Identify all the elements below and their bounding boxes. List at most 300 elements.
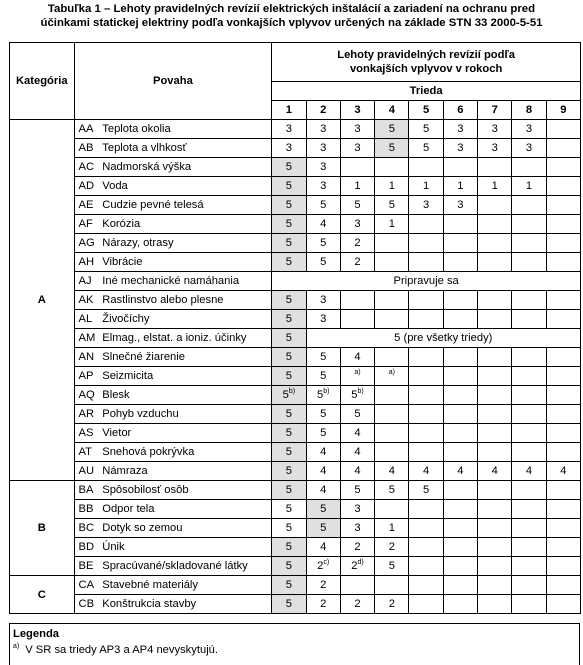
interval-value: 4	[320, 446, 327, 458]
interval-cell	[478, 500, 512, 519]
influence-code: BB	[74, 500, 98, 519]
table-row	[10, 462, 581, 481]
header-trieda: Trieda	[272, 82, 581, 101]
interval-value: 5	[285, 484, 293, 496]
interval-cell	[478, 139, 512, 158]
interval-value: 5	[320, 408, 327, 420]
interval-value: 4	[525, 465, 533, 477]
interval-cell	[478, 158, 512, 177]
influence-name: Voda	[98, 177, 272, 196]
interval-cell	[375, 595, 409, 614]
interval-cell	[272, 386, 306, 405]
interval-cell	[443, 234, 477, 253]
table-row	[10, 310, 581, 329]
table-row	[10, 215, 581, 234]
interval-value: 4	[320, 465, 327, 477]
interval-cell	[443, 538, 477, 557]
interval-value: 2	[320, 598, 327, 610]
interval-cell	[340, 405, 374, 424]
interval-cell	[478, 443, 512, 462]
interval-cell	[546, 348, 580, 367]
table-row	[10, 538, 581, 557]
interval-cell	[512, 595, 546, 614]
footnote-mark: b)	[357, 388, 364, 395]
influence-code: AF	[74, 215, 98, 234]
influence-name: Cudzie pevné telesá	[98, 196, 272, 215]
interval-cell	[443, 367, 477, 386]
interval-value: 5	[285, 294, 293, 306]
interval-cell	[409, 576, 443, 595]
influence-name: Korózia	[98, 215, 272, 234]
interval-cell	[478, 177, 512, 196]
table-row	[10, 177, 581, 196]
interval-cell	[306, 462, 340, 481]
category-a: A	[10, 120, 75, 481]
interval-value: 1	[491, 180, 498, 192]
interval-cell	[409, 234, 443, 253]
influence-code: AH	[74, 253, 98, 272]
header-lehoty	[272, 43, 581, 82]
interval-cell	[306, 348, 340, 367]
class-header-7: 7	[478, 101, 512, 120]
influence-name: Nadmorská výška	[98, 158, 272, 177]
interval-cell	[478, 595, 512, 614]
interval-cell	[375, 158, 409, 177]
class-header-2: 2	[306, 101, 340, 120]
interval-cell	[546, 196, 580, 215]
influence-code: BA	[74, 481, 98, 500]
interval-cell	[512, 405, 546, 424]
interval-value: 5	[422, 142, 430, 154]
interval-cell	[306, 215, 340, 234]
influence-name: Nárazy, otrasy	[98, 234, 272, 253]
interval-cell	[443, 500, 477, 519]
interval-value: 5	[422, 484, 430, 496]
legend-mark: a)	[13, 643, 20, 650]
interval-value: 5	[285, 503, 293, 515]
table-row	[10, 519, 581, 538]
legend-item	[10, 643, 579, 657]
influence-code: AR	[74, 405, 98, 424]
interval-cell	[512, 462, 546, 481]
influence-name: Teplota a vlhkosť	[98, 139, 272, 158]
interval-cell	[340, 595, 374, 614]
interval-value: 3	[354, 218, 361, 230]
interval-cell	[443, 443, 477, 462]
interval-cell	[340, 538, 374, 557]
interval-value: 5	[285, 237, 293, 249]
interval-value: 5	[285, 351, 293, 363]
interval-cell	[375, 576, 409, 595]
interval-cell	[375, 538, 409, 557]
influence-name: Spracúvané/skladované látky	[98, 557, 272, 576]
influence-name: Snehová pokrývka	[98, 443, 272, 462]
interval-cell	[478, 538, 512, 557]
interval-cell	[306, 367, 340, 386]
interval-value: 3	[457, 199, 464, 211]
interval-cell	[478, 367, 512, 386]
interval-cell	[340, 253, 374, 272]
interval-value: 1	[457, 180, 464, 192]
interval-cell	[478, 253, 512, 272]
interval-cell	[375, 519, 409, 538]
influence-name: Stavebné materiály	[98, 576, 272, 595]
interval-value: 3	[285, 142, 293, 154]
interval-value: 3	[491, 123, 498, 135]
interval-cell	[306, 519, 340, 538]
interval-cell	[272, 557, 306, 576]
interval-value: 4	[560, 465, 567, 477]
interval-value: 3	[354, 522, 361, 534]
table-row	[10, 367, 581, 386]
interval-value: 4	[320, 218, 327, 230]
interval-cell	[512, 120, 546, 139]
influence-name: Vibrácie	[98, 253, 272, 272]
header-lehoty-line-2: vonkajších vplyvov v rokoch	[349, 63, 503, 75]
interval-cell	[546, 462, 580, 481]
interval-cell	[375, 291, 409, 310]
interval-cell	[512, 158, 546, 177]
interval-cell	[546, 386, 580, 405]
interval-cell	[512, 443, 546, 462]
interval-cell	[478, 576, 512, 595]
interval-cell	[546, 253, 580, 272]
interval-cell	[409, 443, 443, 462]
interval-cell	[272, 196, 306, 215]
interval-cell	[546, 310, 580, 329]
interval-cell	[478, 386, 512, 405]
influence-code: AA	[74, 120, 98, 139]
interval-cell	[306, 139, 340, 158]
interval-cell	[443, 424, 477, 443]
interval-cell	[443, 196, 477, 215]
interval-cell	[340, 291, 374, 310]
influence-code: AG	[74, 234, 98, 253]
interval-cell	[272, 234, 306, 253]
influence-code: AJ	[74, 272, 98, 291]
category-c: C	[10, 576, 75, 614]
influence-code: CA	[74, 576, 98, 595]
interval-cell	[306, 443, 340, 462]
interval-value: 1	[388, 218, 395, 230]
interval-cell	[409, 158, 443, 177]
interval-cell	[306, 481, 340, 500]
interval-cell	[375, 310, 409, 329]
interval-cell	[340, 215, 374, 234]
interval-value: 2	[354, 237, 361, 249]
interval-value: 5	[388, 484, 395, 496]
influence-name: Elmag., elstat. a ioniz. účinky	[98, 329, 272, 348]
footnote-mark: d)	[357, 559, 364, 566]
interval-cell	[478, 215, 512, 234]
interval-cell	[375, 177, 409, 196]
interval-cell	[272, 595, 306, 614]
interval-value: 3	[354, 123, 361, 135]
interval-value: 5	[285, 427, 293, 439]
interval-cell	[272, 291, 306, 310]
interval-value: 2	[388, 598, 395, 610]
interval-cell	[409, 215, 443, 234]
interval-value: 5	[282, 389, 289, 401]
interval-cell	[478, 196, 512, 215]
interval-value: 5	[388, 123, 395, 135]
interval-cell	[409, 386, 443, 405]
influence-name: Pohyb vzduchu	[98, 405, 272, 424]
table-row	[10, 253, 581, 272]
influence-code: CB	[74, 595, 98, 614]
interval-value: 5	[422, 123, 430, 135]
interval-value: 2	[351, 560, 358, 572]
table-row	[10, 443, 581, 462]
interval-cell	[478, 310, 512, 329]
interval-cell	[375, 120, 409, 139]
influence-code: AL	[74, 310, 98, 329]
interval-cell	[340, 139, 374, 158]
table-row	[10, 329, 581, 348]
interval-cell	[409, 538, 443, 557]
interval-value: 5	[285, 313, 293, 325]
influence-code: AB	[74, 139, 98, 158]
interval-cell	[306, 120, 340, 139]
interval-cell	[272, 424, 306, 443]
interval-cell	[409, 310, 443, 329]
interval-cell	[512, 253, 546, 272]
interval-cell	[340, 310, 374, 329]
influence-code: BE	[74, 557, 98, 576]
interval-cell	[306, 576, 340, 595]
interval-value: 2	[320, 579, 327, 591]
influence-name: Iné mechanické namáhania	[98, 272, 272, 291]
influence-name: Rastlinstvo alebo plesne	[98, 291, 272, 310]
interval-value: 4	[354, 427, 361, 439]
influence-name: Blesk	[98, 386, 272, 405]
interval-value: 3	[525, 142, 533, 154]
interval-cell	[443, 595, 477, 614]
interval-cell	[512, 310, 546, 329]
interval-cell	[546, 139, 580, 158]
interval-value: 5	[351, 389, 358, 401]
legend	[9, 623, 580, 665]
interval-cell	[272, 576, 306, 595]
interval-cell	[272, 462, 306, 481]
interval-value: 3	[285, 123, 293, 135]
interval-cell	[409, 462, 443, 481]
interval-cell	[306, 177, 340, 196]
interval-cell	[340, 120, 374, 139]
interval-cell	[409, 291, 443, 310]
class-header-8: 8	[512, 101, 546, 120]
interval-cell	[546, 424, 580, 443]
interval-value: 1	[422, 180, 430, 192]
interval-cell	[272, 538, 306, 557]
influence-code: AD	[74, 177, 98, 196]
interval-cell	[409, 120, 443, 139]
table-row	[10, 424, 581, 443]
interval-value: 4	[457, 465, 464, 477]
influence-name: Živočíchy	[98, 310, 272, 329]
interval-cell	[340, 443, 374, 462]
interval-cell	[512, 139, 546, 158]
interval-cell	[478, 348, 512, 367]
interval-cell	[340, 519, 374, 538]
interval-value: 5	[285, 446, 293, 458]
interval-cell	[272, 177, 306, 196]
interval-value: 5	[285, 370, 293, 382]
interval-cell	[306, 424, 340, 443]
influence-name: Slnečné žiarenie	[98, 348, 272, 367]
influence-name: Spôsobilosť osôb	[98, 481, 272, 500]
interval-cell	[546, 595, 580, 614]
interval-cell	[478, 481, 512, 500]
interval-cell	[409, 424, 443, 443]
interval-value: 5	[320, 503, 327, 515]
interval-cell	[512, 386, 546, 405]
interval-cell	[375, 500, 409, 519]
interval-cell	[340, 386, 374, 405]
interval-cell	[340, 367, 374, 386]
interval-value: 4	[491, 465, 498, 477]
interval-value: 5	[285, 408, 293, 420]
interval-value: 5	[388, 560, 395, 572]
interval-span-note: Pripravuje sa	[272, 272, 581, 291]
influence-name: Únik	[98, 538, 272, 557]
interval-cell	[443, 519, 477, 538]
interval-cell	[409, 519, 443, 538]
interval-cell	[512, 196, 546, 215]
interval-cell	[443, 348, 477, 367]
interval-cell	[443, 481, 477, 500]
interval-cell	[375, 386, 409, 405]
influence-code: AQ	[74, 386, 98, 405]
interval-cell	[409, 405, 443, 424]
influence-name: Konštrukcia stavby	[98, 595, 272, 614]
interval-cell	[546, 215, 580, 234]
header-lehoty-line-1: Lehoty pravidelných revízií podľa	[337, 49, 516, 61]
interval-cell	[512, 177, 546, 196]
class-header-5: 5	[409, 101, 443, 120]
interval-cell	[478, 234, 512, 253]
class-header-6: 6	[443, 101, 477, 120]
table-row	[10, 348, 581, 367]
interval-cell	[306, 253, 340, 272]
interval-cell	[272, 367, 306, 386]
interval-value: 5	[320, 237, 327, 249]
interval-value: 4	[320, 484, 327, 496]
table-row	[10, 576, 581, 595]
interval-cell	[478, 424, 512, 443]
interval-value: 5	[320, 427, 327, 439]
interval-cell	[340, 158, 374, 177]
interval-cell	[512, 519, 546, 538]
interval-cell	[409, 253, 443, 272]
influence-name: Vietor	[98, 424, 272, 443]
interval-value: 5	[285, 180, 293, 192]
interval-cell	[443, 576, 477, 595]
interval-cell	[512, 215, 546, 234]
interval-value: 5	[285, 522, 293, 534]
table-title	[0, 0, 583, 40]
interval-cell	[546, 120, 580, 139]
table-row	[10, 234, 581, 253]
interval-cell	[375, 234, 409, 253]
interval-cell	[512, 234, 546, 253]
table-row	[10, 158, 581, 177]
interval-value: 5	[285, 218, 293, 230]
interval-value: 5	[285, 199, 293, 211]
interval-cell	[443, 557, 477, 576]
interval-value: 3	[320, 180, 327, 192]
interval-cell	[512, 576, 546, 595]
interval-cell	[340, 348, 374, 367]
interval-value: 5	[320, 370, 327, 382]
interval-cell	[272, 481, 306, 500]
influence-code: AN	[74, 348, 98, 367]
interval-cell	[375, 462, 409, 481]
interval-cell	[375, 348, 409, 367]
table-row	[10, 557, 581, 576]
interval-cell	[340, 177, 374, 196]
interval-cell	[478, 557, 512, 576]
interval-cell	[512, 348, 546, 367]
table-title-line-2: účinkami statickej elektriny podľa vonkajších vplyvov určených na základe STN 33 2000-5-51	[40, 17, 543, 29]
interval-cell	[443, 139, 477, 158]
interval-value: 4	[354, 351, 361, 363]
interval-cell	[306, 386, 340, 405]
interval-cell	[546, 576, 580, 595]
interval-cell	[546, 291, 580, 310]
interval-cell	[306, 234, 340, 253]
interval-value: 5	[285, 560, 293, 572]
interval-cell	[306, 557, 340, 576]
interval-cell	[443, 291, 477, 310]
interval-value: 3	[320, 142, 327, 154]
footnote-mark: a)	[388, 369, 395, 376]
interval-cell	[306, 595, 340, 614]
footnote-mark: b)	[323, 388, 330, 395]
interval-cell	[409, 595, 443, 614]
interval-cell	[443, 386, 477, 405]
interval-value: 5	[285, 256, 293, 268]
class-header-3: 3	[340, 101, 374, 120]
interval-cell	[546, 500, 580, 519]
influence-name: Seizmicita	[98, 367, 272, 386]
interval-cell	[306, 196, 340, 215]
table-row	[10, 595, 581, 614]
influence-code: AE	[74, 196, 98, 215]
interval-cell	[478, 405, 512, 424]
interval-cell	[409, 177, 443, 196]
influence-code: AM	[74, 329, 98, 348]
interval-cell	[443, 462, 477, 481]
interval-cell	[272, 215, 306, 234]
interval-cell	[443, 177, 477, 196]
interval-cell	[306, 158, 340, 177]
revision-intervals-table	[9, 42, 581, 614]
influence-code: BD	[74, 538, 98, 557]
interval-value: 3	[320, 161, 327, 173]
interval-cell	[546, 519, 580, 538]
interval-cell	[340, 576, 374, 595]
interval-cell	[306, 538, 340, 557]
interval-cell	[375, 367, 409, 386]
interval-cell	[340, 234, 374, 253]
interval-cell	[546, 481, 580, 500]
footnote-mark: c)	[323, 559, 330, 566]
interval-value: 3	[525, 123, 533, 135]
legend-title: Legenda	[13, 628, 60, 640]
interval-cell	[375, 424, 409, 443]
interval-cell	[306, 291, 340, 310]
